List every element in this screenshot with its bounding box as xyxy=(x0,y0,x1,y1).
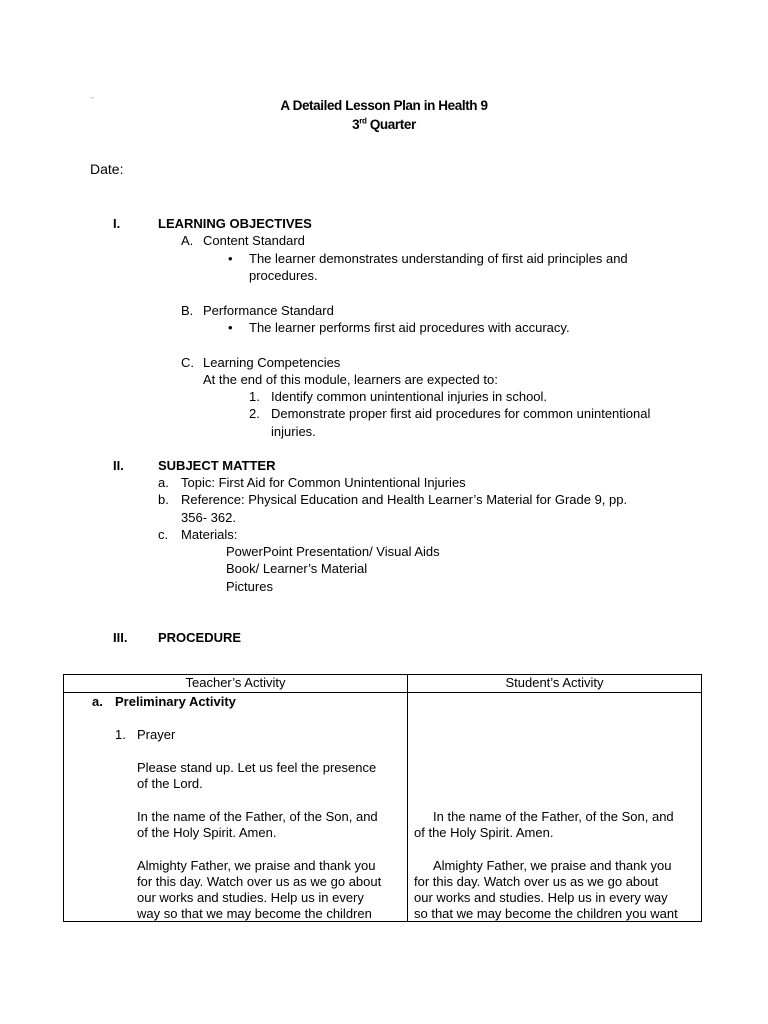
student-text: so that we may become the children you want xyxy=(414,905,678,921)
quarter-ordinal-suffix: rd xyxy=(359,116,367,126)
section-3-heading: PROCEDURE xyxy=(158,630,242,645)
section-2-numeral: II. xyxy=(113,458,124,473)
teacher-text: Please stand up. Let us feel the presence xyxy=(137,759,377,775)
content-standard-text-line2: procedures. xyxy=(249,268,318,283)
competencies-intro: At the end of this module, learners are expected to: xyxy=(203,372,498,387)
teacher-text: of the Holy Spirit. Amen. xyxy=(137,824,277,840)
objective-c-label: Learning Competencies xyxy=(203,355,341,370)
procedure-table xyxy=(63,674,702,922)
table-row xyxy=(64,692,702,921)
subject-topic: Topic: First Aid for Common Unintentional Injuries xyxy=(181,475,466,490)
teacher-text: our works and studies. Help us in every xyxy=(137,889,364,905)
teacher-activity-cell xyxy=(64,692,408,921)
objective-b-label: Performance Standard xyxy=(203,303,334,318)
competency-2-text-line1: Demonstrate proper first aid procedures for common unintentional xyxy=(271,406,651,421)
material-item: PowerPoint Presentation/ Visual Aids xyxy=(226,544,440,559)
objective-b-letter: B. xyxy=(181,303,194,318)
student-activity-cell xyxy=(408,692,702,921)
section-3-numeral: III. xyxy=(113,630,128,645)
teacher-text: for this day. Watch over us as we go about xyxy=(137,873,382,889)
material-item: Book/ Learner’s Material xyxy=(226,561,368,576)
competency-1-text: Identify common unintentional injuries in school. xyxy=(271,389,548,404)
objective-c-letter: C. xyxy=(181,355,194,370)
prayer-label: Prayer xyxy=(137,726,176,742)
student-text: Almighty Father, we praise and thank you xyxy=(433,857,672,873)
student-text: In the name of the Father, of the Son, and xyxy=(433,808,674,824)
subject-a-letter: a. xyxy=(158,475,169,490)
student-text: for this day. Watch over us as we go about xyxy=(414,873,659,889)
teacher-activity-header: Teacher’s Activity xyxy=(64,675,408,693)
competency-1-number: 1. xyxy=(249,389,260,404)
bullet-icon: • xyxy=(228,251,233,266)
subject-reference-line2: 356- 362. xyxy=(181,510,236,525)
competency-2-text-line2: injuries. xyxy=(271,424,316,439)
subject-materials-label: Materials: xyxy=(181,527,238,542)
objective-a-label: Content Standard xyxy=(203,233,305,248)
competency-2-number: 2. xyxy=(249,406,260,421)
bullet-icon: • xyxy=(228,320,233,335)
section-1-numeral: I. xyxy=(113,216,121,231)
section-1-heading: LEARNING OBJECTIVES xyxy=(158,216,312,231)
table-header-row xyxy=(64,675,702,693)
document-subtitle xyxy=(0,116,768,133)
material-item: Pictures xyxy=(226,579,273,594)
prayer-number: 1. xyxy=(115,726,126,742)
subject-b-letter: b. xyxy=(158,492,169,507)
teacher-text: way so that we may become the children xyxy=(137,905,372,921)
teacher-text: Almighty Father, we praise and thank you xyxy=(137,857,376,873)
subject-c-letter: c. xyxy=(158,527,169,542)
teacher-text: of the Lord. xyxy=(137,775,203,791)
objective-a-letter: A. xyxy=(181,233,194,248)
subject-reference-line1: Reference: Physical Education and Health Learner’s Material for Grade 9, pp. xyxy=(181,492,628,507)
prelim-letter: a. xyxy=(92,693,103,709)
prelim-label: Preliminary Activity xyxy=(115,693,236,709)
student-activity-header: Student’s Activity xyxy=(408,675,702,693)
content-standard-text-line1: The learner demonstrates understanding of first aid principles and xyxy=(249,251,628,266)
section-2-heading: SUBJECT MATTER xyxy=(158,458,276,473)
performance-standard-text: The learner performs first aid procedures with accuracy. xyxy=(249,320,570,335)
page-mark: ., xyxy=(90,93,94,100)
teacher-text: In the name of the Father, of the Son, and xyxy=(137,808,378,824)
quarter-number: 3 xyxy=(352,117,360,132)
student-text: our works and studies. Help us in every way xyxy=(414,889,668,905)
student-text: of the Holy Spirit. Amen. xyxy=(414,824,554,840)
quarter-label: Quarter xyxy=(366,117,416,132)
document-title: A Detailed Lesson Plan in Health 9 xyxy=(280,98,488,113)
date-label: Date: xyxy=(90,161,124,177)
